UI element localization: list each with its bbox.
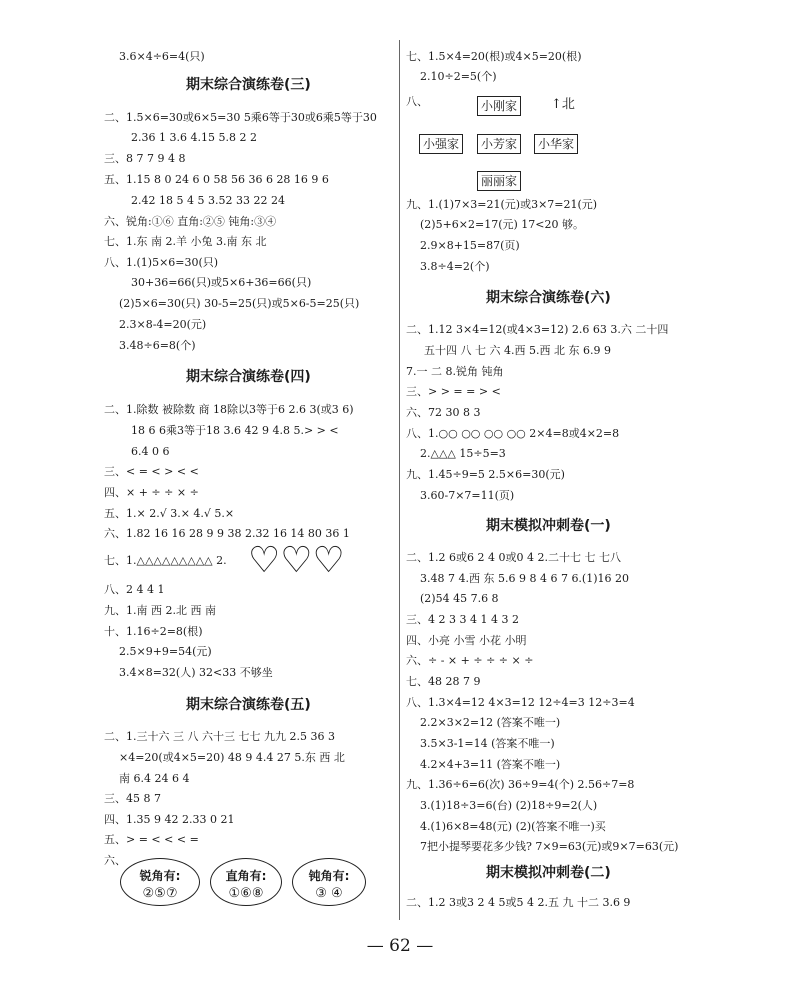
text-line: 3.(1)18÷3=6(台) (2)18÷9=2(人) bbox=[420, 799, 598, 812]
text-line: 二、1.除数 被除数 商 18除以3等于6 2.6 3(或3 6) bbox=[104, 403, 354, 416]
text-line: 7把小提琴要花多少钱? 7×9=63(元)或9×7=63(元) bbox=[420, 840, 679, 853]
text-line: 五、> = < < < = bbox=[104, 833, 199, 846]
map-house-xiaohua: 小华家 bbox=[534, 134, 578, 154]
oval-title: 钝角有: bbox=[308, 869, 350, 883]
text-line: 九、1.南 西 2.北 西 南 bbox=[104, 604, 216, 617]
oval-title: 锐角有: bbox=[139, 869, 181, 883]
text-line: 七、1.△△△△△△△△△ 2. bbox=[104, 554, 227, 567]
obtuse-angle-oval bbox=[292, 858, 366, 906]
text-line: 三、8 7 7 9 4 8 bbox=[104, 152, 186, 165]
text-line: 三、45 8 7 bbox=[104, 792, 161, 805]
map-house-xiaofang: 小芳家 bbox=[477, 134, 521, 154]
text-line: 四、× + ÷ ÷ × ÷ bbox=[104, 486, 199, 499]
text-line: 七、1.5×4=20(根)或4×5=20(根) bbox=[406, 50, 582, 63]
text-line: 九、1.(1)7×3=21(元)或3×7=21(元) bbox=[406, 198, 598, 211]
text-line: 九、1.36÷6=6(次) 36÷9=4(个) 2.56÷7=8 bbox=[406, 778, 635, 791]
text-line: (2)5×6=30(只) 30-5=25(只)或5×6-5=25(只) bbox=[119, 297, 360, 310]
text-line: 30+36=66(只)或5×6+36=66(只) bbox=[131, 276, 312, 289]
text-line: 三、4 2 3 3 4 1 4 3 2 bbox=[406, 613, 519, 626]
text-line: 十、1.16÷2=8(根) bbox=[104, 625, 203, 638]
text-line: 七、48 28 7 9 bbox=[406, 675, 481, 688]
text-line: 4.2×4+3=11 (答案不唯一) bbox=[420, 758, 561, 771]
text-line: 2.36 1 3.6 4.15 5.8 2 2 bbox=[131, 131, 257, 144]
map-house-xiaogang: 小刚家 bbox=[477, 96, 521, 116]
text-line: 五、1.15 8 0 24 6 0 58 56 36 6 28 16 9 6 bbox=[104, 173, 329, 186]
text-line: 二、1.5×6=30或6×5=30 5乘6等于30或6乘5等于30 bbox=[104, 111, 377, 124]
section-heading: 期末综合演练卷(三) bbox=[186, 77, 311, 93]
text-line: 7.一 二 8.锐角 钝角 bbox=[406, 365, 504, 378]
oval-value: ②⑤⑦ bbox=[142, 886, 178, 901]
text-line: 2.2×3×2=12 (答案不唯一) bbox=[420, 716, 561, 729]
text-line: 2.△△△ 15÷5=3 bbox=[420, 447, 506, 460]
map-house-lili: 丽丽家 bbox=[477, 171, 521, 191]
section-heading: 期末模拟冲刺卷(二) bbox=[486, 865, 611, 881]
text-line: 2.10÷2=5(个) bbox=[420, 70, 497, 83]
column-divider bbox=[399, 40, 400, 920]
text-line: 3.5×3-1=14 (答案不唯一) bbox=[420, 737, 555, 750]
text-line: 六、72 30 8 3 bbox=[406, 406, 481, 419]
text-line: 18 6 6乘3等于18 3.6 42 9 4.8 5.> > < bbox=[131, 424, 339, 437]
text-line: 二、1.2 6或6 2 4 0或0 4 2.二十七 七 七八 bbox=[406, 551, 621, 564]
section-heading: 期末综合演练卷(五) bbox=[186, 697, 311, 713]
map-house-xiaoqiang: 小强家 bbox=[419, 134, 463, 154]
text-line: 二、1.三十六 三 八 六十三 七七 九九 2.5 36 3 bbox=[104, 730, 335, 743]
text-line: 八、 bbox=[406, 95, 428, 108]
text-line: 四、1.35 9 42 2.33 0 21 bbox=[104, 813, 235, 826]
section-heading: 期末综合演练卷(六) bbox=[486, 290, 611, 306]
text-line: 六、 bbox=[104, 854, 126, 867]
oval-title: 直角有: bbox=[225, 869, 267, 883]
text-line: 五十四 八 七 六 4.西 5.西 北 东 6.9 9 bbox=[424, 344, 611, 357]
page-number: — 62 — bbox=[366, 936, 434, 956]
text-line: 6.4 0 6 bbox=[131, 445, 170, 458]
text-line: 3.6×4÷6=4(只) bbox=[119, 50, 205, 63]
text-line: 六、锐角:①⑥ 直角:②⑤ 钝角:③④ bbox=[104, 215, 277, 228]
text-line: ×4=20(或4×5=20) 48 9 4.4 27 5.东 西 北 bbox=[119, 751, 345, 764]
text-line: 九、1.45÷9=5 2.5×6=30(元) bbox=[406, 468, 565, 481]
text-line: 八、2 4 4 1 bbox=[104, 583, 165, 596]
hearts-figure: ♡♡♡ bbox=[248, 540, 345, 581]
section-heading: 期末模拟冲刺卷(一) bbox=[486, 518, 611, 534]
text-line: 2.5×9+9=54(元) bbox=[119, 645, 212, 658]
text-line: 八、1.3×4=12 4×3=12 12÷4=3 12÷3=4 bbox=[406, 696, 635, 709]
text-line: (2)54 45 7.6 8 bbox=[420, 592, 499, 605]
section-heading: 期末综合演练卷(四) bbox=[186, 369, 311, 385]
text-line: 三、< = < > < < bbox=[104, 465, 199, 478]
north-arrow-icon: ↑北 bbox=[551, 97, 575, 112]
text-line: 八、1.(1)5×6=30(只) bbox=[104, 256, 219, 269]
oval-value: ①⑥⑧ bbox=[228, 886, 264, 901]
text-line: 3.8÷4=2(个) bbox=[420, 260, 490, 273]
text-line: 七、1.东 南 2.羊 小兔 3.南 东 北 bbox=[104, 235, 267, 248]
text-line: 四、小亮 小雪 小花 小明 bbox=[406, 634, 527, 647]
text-line: 3.4×8=32(人) 32<33 不够坐 bbox=[119, 666, 273, 679]
right-angle-oval bbox=[210, 858, 282, 906]
text-line: 南 6.4 24 6 4 bbox=[119, 772, 190, 785]
oval-value: ③ ④ bbox=[315, 886, 343, 901]
text-line: 2.3×8-4=20(元) bbox=[119, 318, 207, 331]
text-line: 4.(1)6×8=48(元) (2)(答案不唯一)买 bbox=[420, 820, 606, 833]
acute-angle-oval bbox=[120, 858, 200, 906]
text-line: 2.42 18 5 4 5 3.52 33 22 24 bbox=[131, 194, 285, 207]
text-line: 六、1.82 16 16 28 9 9 38 2.32 16 14 80 36 1 bbox=[104, 527, 350, 540]
text-line: (2)5+6×2=17(元) 17<20 够。 bbox=[420, 218, 585, 231]
text-line: 八、1.○○ ○○ ○○ ○○ 2×4=8或4×2=8 bbox=[406, 427, 620, 440]
text-line: 二、1.2 3或3 2 4 5或5 4 2.五 九 十二 3.6 9 bbox=[406, 896, 631, 909]
text-line: 二、1.12 3×4=12(或4×3=12) 2.6 63 3.六 二十四 bbox=[406, 323, 669, 336]
text-line: 3.60-7×7=11(页) bbox=[420, 489, 515, 502]
text-line: 六、÷ - × + ÷ ÷ ÷ × ÷ bbox=[406, 654, 534, 667]
text-line: 五、1.× 2.√ 3.× 4.√ 5.× bbox=[104, 507, 235, 520]
text-line: 三、> > = = > < bbox=[406, 385, 501, 398]
text-line: 2.9×8+15=87(页) bbox=[420, 239, 520, 252]
text-line: 3.48÷6=8(个) bbox=[119, 339, 196, 352]
text-line: 3.48 7 4.西 东 5.6 9 8 4 6 7 6.(1)16 20 bbox=[420, 572, 630, 585]
